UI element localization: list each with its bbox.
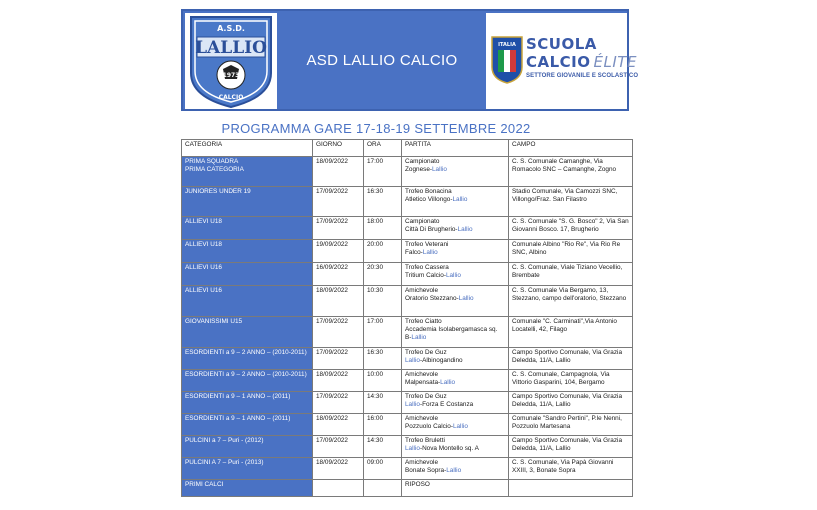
cell-match bbox=[402, 187, 509, 217]
cell-category bbox=[182, 392, 313, 414]
cell-category bbox=[182, 414, 313, 436]
match-team-highlight: Lallio bbox=[452, 196, 468, 204]
crest-name: LALLIO bbox=[195, 38, 267, 58]
figc-shield-icon bbox=[490, 35, 524, 85]
cell-time: 20:00 bbox=[364, 240, 402, 263]
brand-elite: ÉLITE bbox=[593, 53, 637, 71]
cell-date bbox=[313, 480, 364, 497]
cell-time bbox=[364, 480, 402, 497]
table-row bbox=[182, 286, 633, 317]
cell-field: Stadio Comunale, Via Camozzi SNC, Villongo/Fraz. San Filastro bbox=[509, 187, 633, 217]
match-team-highlight: Lallio bbox=[457, 226, 473, 234]
match-text: Zognese- bbox=[405, 166, 432, 174]
cell-time: 20:30 bbox=[364, 263, 402, 286]
match-team-highlight: Lallio bbox=[446, 467, 462, 475]
cell-field: C. S. Comunale, Campagnola, Via Vittorio Gasparini, 104, Bergamo bbox=[509, 370, 633, 392]
cell-date: 18/09/2022 bbox=[313, 286, 364, 317]
cell-time: 17:00 bbox=[364, 157, 402, 187]
schedule-table bbox=[181, 139, 633, 497]
cell-date: 17/09/2022 bbox=[313, 317, 364, 348]
header-giorno: GIORNO bbox=[313, 140, 364, 157]
cell-field: Comunale "Sandro Pertini", P.le Nenni, Pozzuolo Martesana bbox=[509, 414, 633, 436]
cell-date: 17/09/2022 bbox=[313, 436, 364, 458]
match-text: Tritium Calcio- bbox=[405, 272, 446, 280]
match-text: Pozzuolo Calcio- bbox=[405, 423, 453, 431]
match-text: Trofeo Bonacina bbox=[405, 188, 452, 195]
table-row bbox=[182, 348, 633, 370]
match-team-highlight: Lallio bbox=[411, 334, 427, 342]
category-line: ESORDIENTI a 9 – 2 ANNO – (2010-2011) bbox=[185, 349, 307, 356]
cell-field: C. S. Comunale, Viale Tiziano Vecellio, Brembate bbox=[509, 263, 633, 286]
category-line: ALLIEVI U16 bbox=[185, 287, 222, 294]
cell-field: Comunale "C. Carminati",Via Antonio Locatelli, 42, Filago bbox=[509, 317, 633, 348]
match-text: Amichevole bbox=[405, 371, 439, 378]
cell-category bbox=[182, 240, 313, 263]
schedule-body bbox=[182, 157, 633, 497]
cell-time: 09:00 bbox=[364, 458, 402, 480]
cell-match bbox=[402, 436, 509, 458]
cell-time: 10:30 bbox=[364, 286, 402, 317]
header-categoria: CATEGORIA bbox=[182, 140, 313, 157]
cell-category bbox=[182, 286, 313, 317]
cell-field: Campo Sportivo Comunale, Via Grazia Deledda, 11/A, Lallio bbox=[509, 392, 633, 414]
match-text: Amichevole bbox=[405, 287, 439, 294]
match-team-highlight: Lallio bbox=[458, 295, 474, 303]
table-header-row bbox=[182, 140, 633, 157]
table-row bbox=[182, 480, 633, 497]
category-line: PULCINI A 7 – Puri - (2013) bbox=[185, 459, 264, 466]
category-line: ESORDIENTI a 9 – 2 ANNO – (2010-2011) bbox=[185, 371, 307, 378]
cell-date: 18/09/2022 bbox=[313, 370, 364, 392]
cell-match bbox=[402, 480, 509, 497]
club-logo bbox=[185, 13, 277, 109]
match-team-highlight: Lallio bbox=[405, 445, 420, 453]
category-line: ESORDIENTI a 9 – 1 ANNO – (2011) bbox=[185, 393, 291, 400]
match-team-highlight: Lallio bbox=[440, 379, 456, 387]
match-team-highlight: Lallio bbox=[422, 249, 438, 257]
cell-date: 18/09/2022 bbox=[313, 414, 364, 436]
cell-match bbox=[402, 458, 509, 480]
category-line: JUNIORES UNDER 19 bbox=[185, 188, 251, 195]
cell-field: C. S. Comunale "S. G. Bosco" 2, Via San Giovanni Bosco. 17, Brugherio bbox=[509, 217, 633, 240]
table-row bbox=[182, 157, 633, 187]
brand-line2-text: CALCIO bbox=[526, 53, 591, 71]
cell-date: 19/09/2022 bbox=[313, 240, 364, 263]
header-campo: CAMPO bbox=[509, 140, 633, 157]
match-text: Falco- bbox=[405, 249, 423, 257]
cell-time: 17:00 bbox=[364, 317, 402, 348]
cell-field: Campo Sportivo Comunale, Via Grazia Deledda, 11/A, Lallio bbox=[509, 436, 633, 458]
club-banner bbox=[181, 9, 639, 111]
cell-time: 16:00 bbox=[364, 414, 402, 436]
table-row bbox=[182, 263, 633, 286]
cell-match bbox=[402, 370, 509, 392]
match-text: RIPOSO bbox=[405, 481, 430, 488]
scuola-calcio-elite-logo bbox=[486, 13, 639, 109]
brand-line1: SCUOLA bbox=[526, 35, 597, 53]
match-team-highlight: Lallio bbox=[452, 423, 468, 431]
match-text: Trofeo De Guz bbox=[405, 393, 447, 400]
cell-field: C. S. Comunale Via Bergamo, 13, Stezzano, campo dell'oratorio, Stezzano bbox=[509, 286, 633, 317]
cell-field: C. S. Comunale Camanghe, Via Romacolo SNC – Camanghe, Zogno bbox=[509, 157, 633, 187]
cell-time: 14:30 bbox=[364, 392, 402, 414]
cell-category bbox=[182, 317, 313, 348]
match-team-highlight: Lallio bbox=[432, 166, 447, 174]
shield-text: ITALIA bbox=[498, 42, 516, 48]
header-partita: PARTITA bbox=[402, 140, 509, 157]
match-text: Trofeo Ciatto bbox=[405, 318, 442, 325]
match-team-highlight: Lallio bbox=[445, 272, 461, 280]
cell-field bbox=[509, 480, 633, 497]
crest-top-text: A.S.D. bbox=[217, 24, 245, 33]
match-text: Città Di Brugherio- bbox=[405, 226, 458, 234]
match-text: Trofeo Veterani bbox=[405, 241, 449, 248]
match-text: Bonate Sopra- bbox=[405, 467, 447, 475]
category-line: ESORDIENTI a 9 – 1 ANNO – (2011) bbox=[185, 415, 291, 422]
cell-date: 18/09/2022 bbox=[313, 157, 364, 187]
cell-category bbox=[182, 370, 313, 392]
table-row bbox=[182, 370, 633, 392]
club-title: ASD LALLIO CALCIO bbox=[306, 51, 458, 69]
cell-time: 16:30 bbox=[364, 348, 402, 370]
match-text: -Nova Montello sq. A bbox=[419, 445, 479, 453]
category-line: PRIMA SQUADRA bbox=[185, 158, 239, 165]
cell-time: 10:00 bbox=[364, 370, 402, 392]
match-text: Campionato bbox=[405, 218, 440, 225]
match-text: Malpensata- bbox=[405, 379, 441, 387]
cell-time: 18:00 bbox=[364, 217, 402, 240]
cell-time: 16:30 bbox=[364, 187, 402, 217]
match-text: Accademia Isolabergamasca sq. B- bbox=[405, 326, 498, 342]
cell-match bbox=[402, 317, 509, 348]
match-text: Oratorio Stezzano- bbox=[405, 295, 459, 303]
cell-match bbox=[402, 286, 509, 317]
cell-category bbox=[182, 217, 313, 240]
cell-field: Campo Sportivo Comunale, Via Grazia Deledda, 11/A, Lallio bbox=[509, 348, 633, 370]
match-text: Amichevole bbox=[405, 415, 439, 422]
match-text: Amichevole bbox=[405, 459, 439, 466]
table-row bbox=[182, 458, 633, 480]
cell-match bbox=[402, 392, 509, 414]
cell-category bbox=[182, 187, 313, 217]
match-text: -Forza E Costanza bbox=[419, 401, 474, 409]
cell-match bbox=[402, 217, 509, 240]
cell-date: 17/09/2022 bbox=[313, 187, 364, 217]
cell-category bbox=[182, 458, 313, 480]
category-line: PRIMA CATEGORIA bbox=[185, 166, 244, 174]
match-text: Campionato bbox=[405, 158, 440, 165]
table-row bbox=[182, 317, 633, 348]
category-line: ALLIEVI U18 bbox=[185, 218, 222, 225]
table-row bbox=[182, 392, 633, 414]
cell-match bbox=[402, 263, 509, 286]
cell-category bbox=[182, 157, 313, 187]
category-line: ALLIEVI U16 bbox=[185, 264, 222, 271]
category-line: ALLIEVI U18 bbox=[185, 241, 222, 248]
cell-date: 17/09/2022 bbox=[313, 217, 364, 240]
match-team-highlight: Lallio bbox=[405, 401, 420, 409]
header-ora: ORA bbox=[364, 140, 402, 157]
cell-date: 18/09/2022 bbox=[313, 458, 364, 480]
lallio-crest-icon bbox=[185, 13, 277, 109]
match-text: Trofeo Cassera bbox=[405, 264, 449, 271]
match-text: Trofeo De Guz bbox=[405, 349, 447, 356]
brand-line2 bbox=[526, 53, 637, 71]
cell-match bbox=[402, 348, 509, 370]
match-team-highlight: Lallio bbox=[405, 357, 420, 365]
match-text: Trofeo Bruletti bbox=[405, 437, 445, 444]
cell-category bbox=[182, 263, 313, 286]
cell-category bbox=[182, 480, 313, 497]
match-text: -Albinogandino bbox=[419, 357, 463, 365]
cell-match bbox=[402, 157, 509, 187]
cell-field: Comunale Albino "Rio Re", Via Rio Re SNC, Albino bbox=[509, 240, 633, 263]
cell-category bbox=[182, 348, 313, 370]
category-line: GIOVANISSIMI U15 bbox=[185, 318, 243, 325]
table-row bbox=[182, 240, 633, 263]
cell-match bbox=[402, 240, 509, 263]
cell-match bbox=[402, 414, 509, 436]
table-row bbox=[182, 217, 633, 240]
category-line: PRIMI CALCI bbox=[185, 481, 224, 488]
cell-field: C. S. Comunale, Via Papà Giovanni XXIII, 3, Bonate Sopra bbox=[509, 458, 633, 480]
table-row bbox=[182, 187, 633, 217]
cell-date: 17/09/2022 bbox=[313, 348, 364, 370]
brand-subtitle: SETTORE GIOVANILE E SCOLASTICO bbox=[526, 73, 639, 79]
cell-category bbox=[182, 436, 313, 458]
cell-date: 17/09/2022 bbox=[313, 392, 364, 414]
cell-date: 16/09/2022 bbox=[313, 263, 364, 286]
crest-bottom-text: CALCIO bbox=[218, 94, 244, 101]
crest-badge-number: 1973 bbox=[222, 72, 240, 79]
program-title: PROGRAMMA GARE 17-18-19 SETTEMBRE 2022 bbox=[221, 121, 531, 136]
cell-time: 14:30 bbox=[364, 436, 402, 458]
table-row bbox=[182, 436, 633, 458]
table-row bbox=[182, 414, 633, 436]
match-text: Atletico Villongo- bbox=[405, 196, 453, 204]
category-line: PULCINI a 7 – Puri - (2012) bbox=[185, 437, 264, 444]
